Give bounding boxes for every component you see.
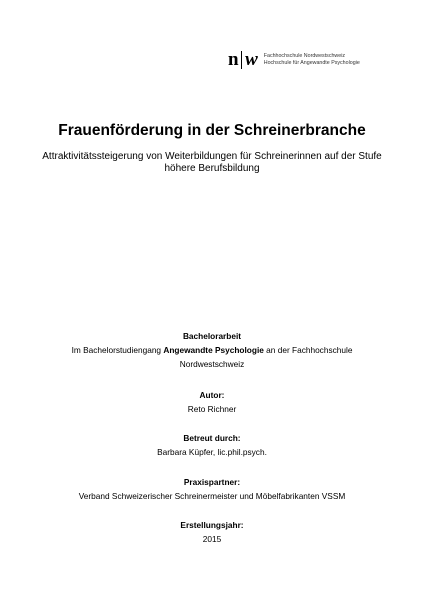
supervisor-name: Barbara Küpfer, lic.phil.psych.: [157, 447, 267, 457]
partner-heading: Praxispartner:: [183, 477, 241, 487]
document-title: Frauenförderung in der Schreinerbranche: [58, 122, 366, 139]
year-info: [30, 518, 394, 546]
thesis-line-prefix: Im Bachelorstudiengang: [71, 345, 164, 355]
logo-line-school: Fachhochschule Nordwestschweiz: [263, 53, 346, 59]
logo-separator: [241, 51, 242, 69]
year-value: 2015: [202, 534, 222, 544]
logo-letter-w: w: [245, 49, 258, 70]
institution-logo: [228, 50, 360, 70]
fhnw-logo-mark: [228, 50, 258, 70]
author-info: [30, 388, 394, 416]
supervisor-info: [30, 431, 394, 459]
year-heading: Erstellungsjahr:: [180, 520, 244, 530]
author-name: Reto Richner: [187, 404, 237, 414]
thesis-info: [30, 329, 394, 371]
document-subtitle: Attraktivitätssteigerung von Weiterbildungen für Schreinerinnen auf der Stufe höhere Berufsbildung: [42, 151, 382, 174]
supervisor-heading: Betreut durch:: [183, 433, 241, 443]
partner-info: [30, 475, 394, 503]
logo-line-faculty: Hochschule für Angewandte Psychologie: [263, 60, 360, 66]
logo-letter-n: n: [228, 49, 239, 70]
partner-name: Verband Schweizerischer Schreinermeister und Möbelfabrikanten VSSM: [78, 491, 346, 501]
thesis-school-line: Nordwestschweiz: [179, 359, 245, 369]
thesis-program-line: [30, 343, 394, 357]
thesis-line-suffix: an der Fachhochschule: [263, 345, 353, 355]
program-name: Angewandte Psychologie: [163, 345, 264, 355]
thesis-heading: Bachelorarbeit: [182, 331, 242, 341]
author-heading: Autor:: [199, 390, 225, 400]
logo-text: [264, 53, 360, 67]
